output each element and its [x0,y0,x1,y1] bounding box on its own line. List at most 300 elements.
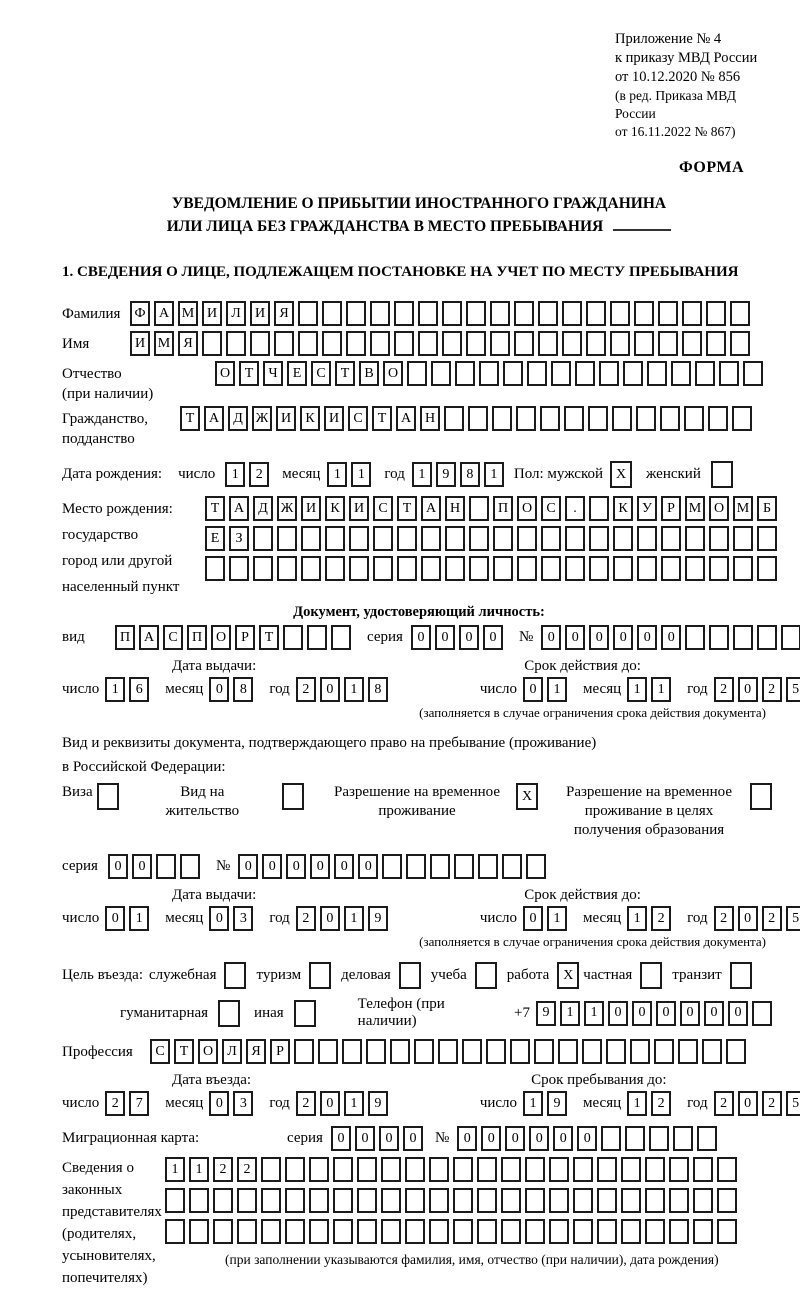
char-cell[interactable]: С [163,625,183,650]
char-cell[interactable]: Д [253,496,273,521]
char-cell[interactable] [661,526,681,551]
char-cell[interactable]: 0 [209,906,229,931]
char-cell[interactable] [645,1219,665,1244]
char-cell[interactable] [517,526,537,551]
char-cell[interactable]: А [421,496,441,521]
char-cell[interactable] [318,1039,338,1064]
char-cell[interactable] [671,361,691,386]
char-cell[interactable]: 0 [637,625,657,650]
char-cell[interactable] [394,331,414,356]
char-cell[interactable] [322,301,342,326]
char-cell[interactable] [564,406,584,431]
char-cell[interactable] [669,1219,689,1244]
char-cell[interactable]: 0 [529,1126,549,1151]
char-cell[interactable] [357,1219,377,1244]
char-cell[interactable] [606,1039,626,1064]
char-cell[interactable] [285,1219,305,1244]
char-cell[interactable]: 1 [105,677,125,702]
char-cell[interactable]: 5 [786,1091,800,1116]
char-cell[interactable] [333,1188,353,1213]
char-cell[interactable]: И [301,496,321,521]
char-cell[interactable]: 1 [129,906,149,931]
char-cell[interactable]: 1 [344,677,364,702]
char-cell[interactable] [636,406,656,431]
char-cell[interactable] [445,526,465,551]
char-cell[interactable] [541,556,561,581]
char-cell[interactable]: 0 [334,854,354,879]
char-cell[interactable]: М [733,496,753,521]
female-checkbox[interactable] [711,461,733,488]
purpose-tourism-checkbox[interactable] [309,962,331,989]
char-cell[interactable] [466,331,486,356]
char-cell[interactable] [466,301,486,326]
char-cell[interactable]: 8 [368,677,388,702]
char-cell[interactable]: 0 [403,1126,423,1151]
char-cell[interactable] [421,556,441,581]
char-cell[interactable] [623,361,643,386]
char-cell[interactable]: 0 [632,1001,652,1026]
purpose-business-checkbox[interactable] [399,962,421,989]
char-cell[interactable]: 0 [541,625,561,650]
purpose-private-checkbox[interactable] [640,962,662,989]
char-cell[interactable]: В [359,361,379,386]
char-cell[interactable] [468,406,488,431]
char-cell[interactable]: 0 [209,677,229,702]
char-cell[interactable] [510,1039,530,1064]
char-cell[interactable] [370,331,390,356]
char-cell[interactable]: 0 [459,625,479,650]
char-cell[interactable] [430,854,450,879]
purpose-work-checkbox[interactable]: X [557,962,579,989]
char-cell[interactable] [490,301,510,326]
char-cell[interactable]: А [204,406,224,431]
char-cell[interactable] [261,1188,281,1213]
char-cell[interactable]: 0 [331,1126,351,1151]
char-cell[interactable]: 1 [627,1091,647,1116]
char-cell[interactable] [418,301,438,326]
char-cell[interactable] [757,556,777,581]
char-cell[interactable] [658,301,678,326]
char-cell[interactable]: Д [228,406,248,431]
char-cell[interactable] [301,556,321,581]
temp-residence-checkbox[interactable]: X [516,783,538,810]
char-cell[interactable] [298,331,318,356]
char-cell[interactable]: З [229,526,249,551]
char-cell[interactable]: 0 [320,906,340,931]
char-cell[interactable]: И [349,496,369,521]
char-cell[interactable] [301,526,321,551]
char-cell[interactable] [453,1188,473,1213]
char-cell[interactable] [477,1157,497,1182]
char-cell[interactable]: 2 [762,1091,782,1116]
char-cell[interactable]: Л [226,301,246,326]
char-cell[interactable] [717,1157,737,1182]
char-cell[interactable] [538,331,558,356]
char-cell[interactable]: 1 [523,1091,543,1116]
char-cell[interactable] [708,406,728,431]
char-cell[interactable] [610,301,630,326]
char-cell[interactable]: И [202,301,222,326]
char-cell[interactable]: 2 [762,677,782,702]
char-cell[interactable] [637,556,657,581]
char-cell[interactable]: 1 [547,677,567,702]
char-cell[interactable] [357,1157,377,1182]
char-cell[interactable] [479,361,499,386]
char-cell[interactable]: И [250,301,270,326]
char-cell[interactable] [397,526,417,551]
char-cell[interactable] [445,556,465,581]
char-cell[interactable] [325,556,345,581]
char-cell[interactable]: У [637,496,657,521]
char-cell[interactable] [285,1157,305,1182]
char-cell[interactable] [588,406,608,431]
purpose-transit-checkbox[interactable] [730,962,752,989]
char-cell[interactable]: Я [178,331,198,356]
char-cell[interactable]: 2 [714,677,734,702]
char-cell[interactable] [730,331,750,356]
char-cell[interactable] [517,556,537,581]
char-cell[interactable] [370,301,390,326]
char-cell[interactable] [733,556,753,581]
char-cell[interactable]: 2 [714,906,734,931]
char-cell[interactable]: Т [205,496,225,521]
char-cell[interactable] [647,361,667,386]
char-cell[interactable]: С [348,406,368,431]
purpose-official-checkbox[interactable] [224,962,246,989]
char-cell[interactable]: 9 [368,906,388,931]
char-cell[interactable] [649,1126,669,1151]
char-cell[interactable]: 1 [189,1157,209,1182]
char-cell[interactable] [429,1219,449,1244]
char-cell[interactable]: Я [246,1039,266,1064]
char-cell[interactable]: 3 [233,1091,253,1116]
char-cell[interactable] [534,1039,554,1064]
char-cell[interactable]: 0 [738,906,758,931]
char-cell[interactable]: 8 [460,462,480,487]
char-cell[interactable] [405,1219,425,1244]
char-cell[interactable]: 2 [213,1157,233,1182]
char-cell[interactable] [621,1188,641,1213]
char-cell[interactable] [693,1188,713,1213]
char-cell[interactable]: 0 [553,1126,573,1151]
char-cell[interactable]: М [685,496,705,521]
char-cell[interactable]: 0 [738,1091,758,1116]
char-cell[interactable] [549,1219,569,1244]
char-cell[interactable] [274,331,294,356]
char-cell[interactable] [597,1188,617,1213]
char-cell[interactable] [253,556,273,581]
char-cell[interactable] [621,1157,641,1182]
char-cell[interactable] [346,331,366,356]
char-cell[interactable] [582,1039,602,1064]
char-cell[interactable]: 3 [233,906,253,931]
char-cell[interactable] [514,301,534,326]
char-cell[interactable]: Т [372,406,392,431]
char-cell[interactable] [453,1157,473,1182]
char-cell[interactable]: О [709,496,729,521]
char-cell[interactable]: 1 [344,1091,364,1116]
char-cell[interactable] [357,1188,377,1213]
char-cell[interactable] [237,1219,257,1244]
char-cell[interactable]: 1 [327,462,347,487]
char-cell[interactable]: 1 [584,1001,604,1026]
char-cell[interactable]: 0 [286,854,306,879]
char-cell[interactable] [226,331,246,356]
residence-permit-checkbox[interactable] [282,783,304,810]
char-cell[interactable]: И [130,331,150,356]
char-cell[interactable]: 0 [738,677,758,702]
char-cell[interactable]: О [517,496,537,521]
char-cell[interactable]: 0 [358,854,378,879]
char-cell[interactable]: 2 [296,906,316,931]
char-cell[interactable]: Т [397,496,417,521]
char-cell[interactable] [493,556,513,581]
char-cell[interactable] [492,406,512,431]
char-cell[interactable]: Ж [277,496,297,521]
char-cell[interactable] [526,854,546,879]
char-cell[interactable] [525,1219,545,1244]
char-cell[interactable] [477,1219,497,1244]
char-cell[interactable]: Т [180,406,200,431]
char-cell[interactable] [610,331,630,356]
char-cell[interactable]: 0 [411,625,431,650]
char-cell[interactable]: 7 [129,1091,149,1116]
char-cell[interactable]: 5 [786,906,800,931]
char-cell[interactable] [213,1188,233,1213]
char-cell[interactable] [285,1188,305,1213]
char-cell[interactable]: Р [661,496,681,521]
char-cell[interactable] [730,301,750,326]
char-cell[interactable] [697,1126,717,1151]
char-cell[interactable] [709,625,729,650]
char-cell[interactable] [455,361,475,386]
char-cell[interactable] [366,1039,386,1064]
char-cell[interactable] [599,361,619,386]
char-cell[interactable]: С [541,496,561,521]
char-cell[interactable] [189,1219,209,1244]
char-cell[interactable]: 0 [656,1001,676,1026]
char-cell[interactable] [685,625,705,650]
char-cell[interactable] [501,1157,521,1182]
char-cell[interactable] [645,1188,665,1213]
char-cell[interactable]: О [211,625,231,650]
char-cell[interactable]: 1 [351,462,371,487]
char-cell[interactable]: Ж [252,406,272,431]
char-cell[interactable] [414,1039,434,1064]
char-cell[interactable]: Т [239,361,259,386]
char-cell[interactable]: К [325,496,345,521]
char-cell[interactable] [685,526,705,551]
char-cell[interactable] [634,301,654,326]
char-cell[interactable] [486,1039,506,1064]
char-cell[interactable] [349,526,369,551]
char-cell[interactable] [757,526,777,551]
char-cell[interactable] [453,1219,473,1244]
char-cell[interactable]: С [150,1039,170,1064]
char-cell[interactable] [562,331,582,356]
char-cell[interactable]: 1 [412,462,432,487]
char-cell[interactable]: 1 [165,1157,185,1182]
char-cell[interactable] [407,361,427,386]
char-cell[interactable] [613,526,633,551]
char-cell[interactable]: 1 [651,677,671,702]
char-cell[interactable] [538,301,558,326]
char-cell[interactable] [661,556,681,581]
char-cell[interactable] [752,1001,772,1026]
char-cell[interactable] [573,1219,593,1244]
char-cell[interactable]: 1 [627,906,647,931]
char-cell[interactable]: 1 [547,906,567,931]
char-cell[interactable] [165,1219,185,1244]
char-cell[interactable]: Т [174,1039,194,1064]
char-cell[interactable] [442,301,462,326]
char-cell[interactable] [573,1157,593,1182]
visa-checkbox[interactable] [97,783,119,810]
char-cell[interactable] [634,331,654,356]
char-cell[interactable]: 1 [484,462,504,487]
char-cell[interactable]: Ч [263,361,283,386]
char-cell[interactable] [682,331,702,356]
char-cell[interactable]: 0 [613,625,633,650]
char-cell[interactable] [589,526,609,551]
char-cell[interactable] [325,526,345,551]
char-cell[interactable] [390,1039,410,1064]
char-cell[interactable]: 1 [344,906,364,931]
purpose-study-checkbox[interactable] [475,962,497,989]
char-cell[interactable]: 0 [728,1001,748,1026]
char-cell[interactable]: 2 [296,1091,316,1116]
char-cell[interactable] [660,406,680,431]
char-cell[interactable] [298,301,318,326]
char-cell[interactable] [516,406,536,431]
char-cell[interactable] [283,625,303,650]
char-cell[interactable]: Б [757,496,777,521]
char-cell[interactable] [573,1188,593,1213]
char-cell[interactable] [421,526,441,551]
char-cell[interactable] [541,526,561,551]
char-cell[interactable]: 0 [132,854,152,879]
char-cell[interactable] [189,1188,209,1213]
char-cell[interactable]: К [613,496,633,521]
char-cell[interactable] [693,1157,713,1182]
char-cell[interactable]: 8 [233,677,253,702]
char-cell[interactable]: Я [274,301,294,326]
char-cell[interactable]: О [215,361,235,386]
char-cell[interactable]: 0 [238,854,258,879]
char-cell[interactable] [630,1039,650,1064]
char-cell[interactable] [781,625,800,650]
char-cell[interactable] [613,556,633,581]
char-cell[interactable] [229,556,249,581]
char-cell[interactable] [333,1219,353,1244]
char-cell[interactable]: О [198,1039,218,1064]
char-cell[interactable]: 0 [108,854,128,879]
char-cell[interactable]: 0 [262,854,282,879]
char-cell[interactable] [601,1126,621,1151]
char-cell[interactable]: 2 [249,462,269,487]
char-cell[interactable] [331,625,351,650]
char-cell[interactable] [565,556,585,581]
char-cell[interactable] [180,854,200,879]
char-cell[interactable] [431,361,451,386]
char-cell[interactable] [442,331,462,356]
char-cell[interactable]: П [115,625,135,650]
char-cell[interactable] [702,1039,722,1064]
char-cell[interactable] [202,331,222,356]
char-cell[interactable] [565,526,585,551]
char-cell[interactable] [342,1039,362,1064]
char-cell[interactable]: А [396,406,416,431]
char-cell[interactable]: 0 [379,1126,399,1151]
char-cell[interactable]: 9 [536,1001,556,1026]
char-cell[interactable] [213,1219,233,1244]
purpose-humanitarian-checkbox[interactable] [218,1000,240,1027]
char-cell[interactable] [682,301,702,326]
char-cell[interactable] [589,556,609,581]
char-cell[interactable]: Р [235,625,255,650]
char-cell[interactable] [250,331,270,356]
char-cell[interactable] [501,1219,521,1244]
char-cell[interactable]: 2 [762,906,782,931]
char-cell[interactable]: О [383,361,403,386]
char-cell[interactable] [673,1126,693,1151]
char-cell[interactable]: 2 [105,1091,125,1116]
char-cell[interactable] [373,556,393,581]
char-cell[interactable] [625,1126,645,1151]
char-cell[interactable]: С [373,496,393,521]
char-cell[interactable]: 0 [523,677,543,702]
char-cell[interactable]: А [154,301,174,326]
char-cell[interactable] [514,331,534,356]
char-cell[interactable] [294,1039,314,1064]
char-cell[interactable] [645,1157,665,1182]
char-cell[interactable] [429,1188,449,1213]
char-cell[interactable] [621,1219,641,1244]
char-cell[interactable] [469,556,489,581]
char-cell[interactable] [444,406,464,431]
char-cell[interactable] [597,1157,617,1182]
char-cell[interactable]: М [154,331,174,356]
char-cell[interactable] [405,1188,425,1213]
char-cell[interactable]: 2 [237,1157,257,1182]
char-cell[interactable]: 0 [523,906,543,931]
char-cell[interactable]: 1 [627,677,647,702]
char-cell[interactable] [717,1188,737,1213]
char-cell[interactable]: 0 [661,625,681,650]
char-cell[interactable] [454,854,474,879]
char-cell[interactable]: 9 [368,1091,388,1116]
char-cell[interactable]: 0 [481,1126,501,1151]
char-cell[interactable] [397,556,417,581]
char-cell[interactable] [333,1157,353,1182]
char-cell[interactable]: Е [287,361,307,386]
char-cell[interactable] [706,331,726,356]
char-cell[interactable] [502,854,522,879]
char-cell[interactable]: . [565,496,585,521]
char-cell[interactable] [637,526,657,551]
char-cell[interactable] [309,1219,329,1244]
char-cell[interactable] [709,526,729,551]
char-cell[interactable]: 0 [589,625,609,650]
char-cell[interactable]: 0 [483,625,503,650]
char-cell[interactable] [558,1039,578,1064]
char-cell[interactable]: Р [270,1039,290,1064]
char-cell[interactable] [253,526,273,551]
char-cell[interactable] [654,1039,674,1064]
char-cell[interactable]: Н [445,496,465,521]
char-cell[interactable]: С [311,361,331,386]
char-cell[interactable]: А [229,496,249,521]
